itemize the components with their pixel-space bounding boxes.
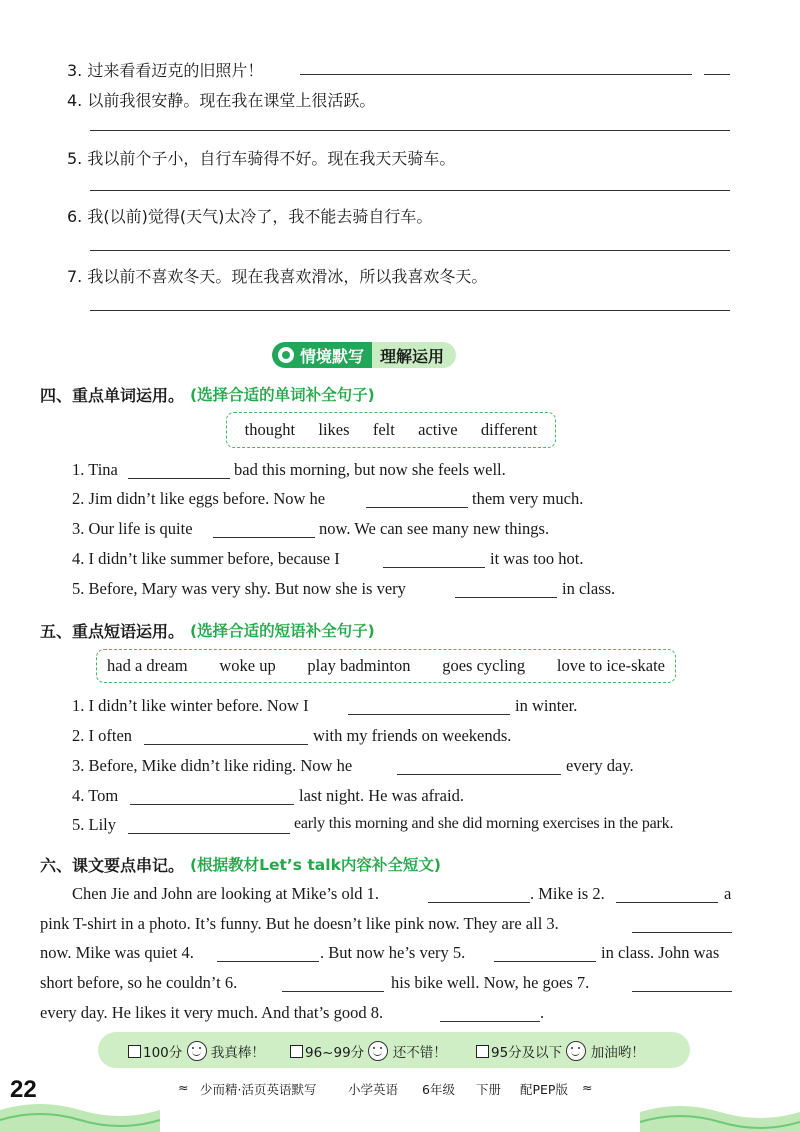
blank[interactable] — [144, 744, 308, 745]
banner-left — [272, 342, 372, 368]
blank[interactable] — [397, 774, 561, 775]
blank-6[interactable] — [282, 991, 384, 992]
answer-line[interactable] — [90, 130, 730, 131]
answer-line[interactable] — [90, 310, 730, 311]
word-option: active — [418, 420, 458, 439]
s5-item-1: 1. I didn’t like winter before. Now I — [72, 696, 309, 715]
phrase-option: play badminton — [307, 656, 411, 675]
blank-1[interactable] — [428, 902, 530, 903]
passage-text: . — [540, 1003, 545, 1022]
phrase-option: woke up — [219, 656, 276, 675]
s5-item-5: 5. Lily — [72, 815, 116, 834]
translate-item-5: 5. 我以前个子小，自行车骑得不好。现在我天天骑车。 — [67, 149, 456, 168]
blank[interactable] — [128, 833, 290, 834]
blank-3[interactable] — [632, 932, 732, 933]
passage-text: pink T-shirt in a photo. It’s funny. But he doesn’t like pink now. They are all 3. — [40, 914, 559, 933]
blank-5[interactable] — [494, 961, 596, 962]
section6-instruction: (根据教材Let’s talk内容补全短文) — [190, 856, 441, 874]
section4-title: 四、重点单词运用。 — [40, 386, 185, 405]
medal-icon — [278, 347, 294, 363]
phrase-option: had a dream — [107, 656, 188, 675]
banner-left-label: 情境默写 — [300, 346, 365, 366]
s4-item-5: 5. Before, Mary was very shy. But now she is very — [72, 579, 406, 598]
blank-8[interactable] — [440, 1021, 540, 1022]
score-option-2[interactable]: 96~99分 还不错！ — [290, 1041, 447, 1061]
checkbox-icon[interactable] — [128, 1045, 141, 1058]
footer-series: 少而精·活页英语默写 — [200, 1082, 317, 1097]
smiley-face-icon — [368, 1041, 388, 1061]
s4-item-3-rest: now. We can see many new things. — [319, 519, 550, 538]
blank[interactable] — [213, 537, 315, 538]
translate-item-6: 6. 我(以前)觉得(天气)太冷了，我不能去骑自行车。 — [67, 207, 433, 226]
word-option: felt — [372, 420, 395, 439]
translate-item-3: 3. 过来看看迈克的旧照片！ — [67, 61, 264, 80]
passage-text: . Mike is 2. — [530, 884, 605, 903]
checkbox-icon[interactable] — [476, 1045, 489, 1058]
s5-item-1-rest: in winter. — [515, 696, 578, 715]
s4-item-4: 4. I didn’t like summer before, because I — [72, 549, 340, 568]
section4-instruction: (选择合适的单词补全句子) — [190, 386, 375, 404]
blank[interactable] — [366, 507, 468, 508]
s5-item-2-rest: with my friends on weekends. — [313, 726, 512, 745]
banner-right — [372, 342, 456, 368]
footer-wave-decoration — [0, 1090, 800, 1132]
blank[interactable] — [130, 804, 294, 805]
s4-item-5-rest: in class. — [562, 579, 616, 598]
s4-item-2: 2. Jim didn’t like eggs before. Now he — [72, 489, 326, 508]
section5-title: 五、重点短语运用。 — [40, 622, 185, 641]
section5-instruction: (选择合适的短语补全句子) — [190, 622, 375, 640]
page-number: 22 — [10, 1076, 37, 1103]
answer-line[interactable] — [90, 250, 730, 251]
s4-item-2-rest: them very much. — [472, 489, 584, 508]
passage-text: his bike well. Now, he goes 7. — [391, 973, 590, 992]
footer-wave-icon: ≈ — [178, 1080, 189, 1095]
s4-item-4-rest: it was too hot. — [490, 549, 584, 568]
passage-text: in class. John was — [601, 943, 720, 962]
passage-text: short before, so he couldn’t 6. — [40, 973, 238, 992]
s4-item-1: 1. Tina — [72, 460, 118, 479]
answer-line[interactable] — [90, 190, 730, 191]
word-option: thought — [244, 420, 296, 439]
answer-line[interactable] — [300, 74, 692, 75]
s5-item-3: 3. Before, Mike didn’t like riding. Now he — [72, 756, 353, 775]
smiley-face-icon — [566, 1041, 586, 1061]
self-assessment-bar — [98, 1032, 690, 1068]
word-bank — [226, 412, 556, 448]
section6-title: 六、课文要点串记。 — [40, 856, 185, 875]
checkbox-icon[interactable] — [290, 1045, 303, 1058]
s4-item-1-rest: bad this morning, but now she feels well. — [234, 460, 506, 479]
blank[interactable] — [383, 567, 485, 568]
translate-item-4: 4. 以前我很安静。现在我在课堂上很活跃。 — [67, 91, 376, 110]
footer-edition: 配PEP版 — [520, 1082, 568, 1097]
passage-text: Chen Jie and John are looking at Mike’s old 1. — [72, 884, 380, 903]
blank-7[interactable] — [632, 991, 732, 992]
section-banner — [272, 342, 456, 368]
score-option-1[interactable]: 100分 我真棒！ — [128, 1041, 265, 1061]
passage-text: a — [724, 884, 732, 903]
s5-item-4: 4. Tom — [72, 786, 119, 805]
score-option-3[interactable]: 95分及以下 加油哟！ — [476, 1041, 645, 1061]
smiley-face-icon — [187, 1041, 207, 1061]
phrase-option: goes cycling — [442, 656, 526, 675]
footer-grade: 6年级 — [422, 1082, 455, 1097]
blank-2[interactable] — [616, 902, 718, 903]
blank[interactable] — [128, 478, 230, 479]
passage-text: . But now he’s very 5. — [320, 943, 466, 962]
translate-item-7: 7. 我以前不喜欢冬天。现在我喜欢滑冰，所以我喜欢冬天。 — [67, 267, 488, 286]
banner-right-label: 理解运用 — [380, 346, 445, 366]
answer-line[interactable] — [704, 74, 730, 75]
footer-volume: 下册 — [476, 1082, 502, 1097]
blank[interactable] — [455, 597, 557, 598]
footer-wave-icon: ≈ — [582, 1080, 593, 1095]
footer-subject: 小学英语 — [348, 1082, 399, 1097]
s5-item-4-rest: last night. He was afraid. — [299, 786, 464, 805]
s4-item-3: 3. Our life is quite — [72, 519, 193, 538]
word-option: likes — [318, 420, 350, 439]
passage-text: every day. He likes it very much. And that’s good 8. — [40, 1003, 384, 1022]
phrase-option: love to ice-skate — [556, 656, 665, 675]
blank-4[interactable] — [217, 961, 319, 962]
passage-text: now. Mike was quiet 4. — [40, 943, 194, 962]
word-option: different — [480, 420, 538, 439]
blank[interactable] — [348, 714, 510, 715]
s5-item-3-rest: every day. — [566, 756, 634, 775]
s5-item-2: 2. I often — [72, 726, 133, 745]
phrase-bank — [96, 649, 676, 683]
s5-item-5-rest: early this morning and she did morning exercises in the park. — [294, 815, 674, 832]
